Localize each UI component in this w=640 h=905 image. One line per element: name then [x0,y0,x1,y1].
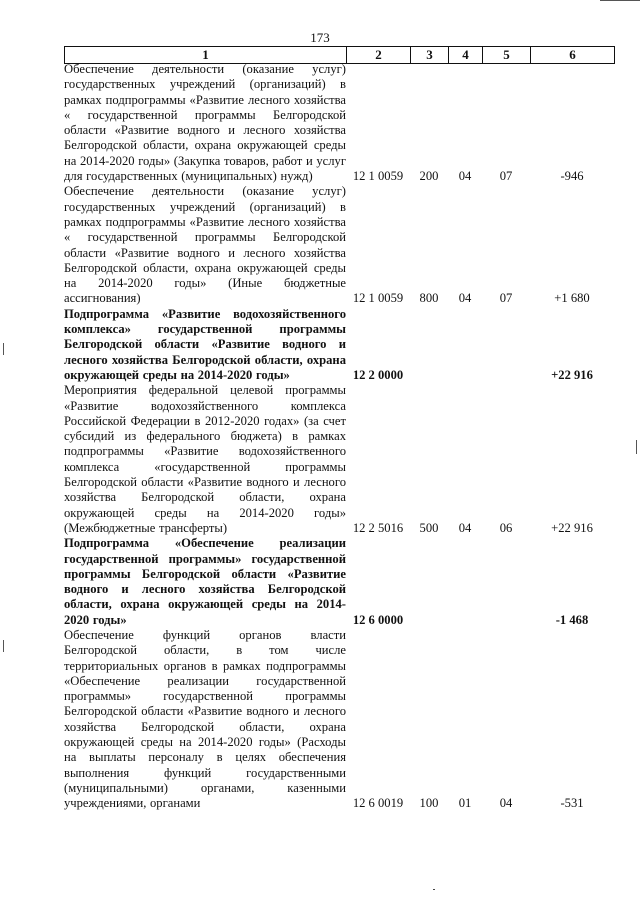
row-expense-type: 100 [419,796,439,811]
row-description: Обеспечение функций органов власти Белгородской области, в том числе территориальных органов в рамках подпрограммы «Обеспечение реализации государственной программы» государственной программы Белгородской области «Развитие водного и лесного хозяйства Белгородской области, охрана окружающей среды на 2014-2020 годы» (Расходы на выплаты персоналу в целях обеспечения выполнения функций государственными (муниципальными) органами, казенными учреждениями, органами [64,627,346,811]
header-col-2: 2 [347,47,411,64]
table-row [64,628,614,812]
row-amount: -1 468 [555,612,589,627]
row-subsection: 07 [499,291,513,306]
table-row-subprogram [64,307,614,383]
row-target-code: 12 2 5016 [352,520,404,535]
table-row-subprogram [64,536,614,628]
header-col-4: 4 [449,47,483,64]
row-section: 04 [458,520,472,535]
budget-rows [64,62,614,812]
scan-edge-mark [3,640,4,652]
scan-edge-mark [3,343,4,355]
row-subsection: 07 [499,169,513,184]
scan-edge-mark [636,440,637,454]
row-target-code: 12 1 0059 [352,291,404,306]
header-col-6: 6 [531,47,615,64]
row-amount: -531 [560,796,584,811]
row-amount: +1 680 [554,291,590,306]
table-row [64,184,614,306]
row-expense-type: 200 [419,169,439,184]
scan-speck [433,889,435,890]
row-expense-type: 500 [419,520,439,535]
row-subsection: 04 [499,796,513,811]
row-section: 04 [458,291,472,306]
row-description: Мероприятия федеральной целевой программы «Развитие водохозяйственного комплекса Российской Федерации в 2012-2020 годах» (за счет субсидий из федерального бюджета) в рамках подпрограммы «Развитие водохозяйственного комплекса «государственной программы Белгородской области «Развитие водного и лесного хозяйства Белгородской области, охрана окружающей среды на 2014-2020 годы» (Межбюджетные трансферты) [64,383,346,535]
scan-edge-mark [600,0,640,1]
row-description: Подпрограмма «Обеспечение реализации государственной программы» государственной программы Белгородской области «Развитие водного и лесного хозяйства Белгородской области, охрана окружающей среды на 2014-2020 годы» [64,536,346,627]
row-target-code: 12 1 0059 [352,169,404,184]
row-amount: +22 916 [551,520,593,535]
row-amount: +22 916 [551,367,593,382]
row-subsection: 06 [499,520,513,535]
row-description: Обеспечение деятельности (оказание услуг) государственных учреждений (организаций) в рамках подпрограммы «Развитие лесного хозяйства « государственной программы Белгородской области «Развитие водного и лесного хозяйства Белгородской области, охрана окружающей среды на 2014-2020 годы» (Закупка товаров, работ и услуг для государственных (муниципальных) нужд) [64,62,346,184]
table-row [64,62,614,184]
header-col-5: 5 [483,47,531,64]
header-col-1: 1 [65,47,347,64]
row-description: Подпрограмма «Развитие водохозяйственного комплекса» государственной программы Белгородской области «Развитие водного и лесного хозяйства Белгородской области, охрана окружающей среды на 2014-2020 годы» [64,306,346,382]
row-expense-type: 800 [419,291,439,306]
row-amount: -946 [560,169,584,184]
row-target-code: 12 6 0019 [352,796,404,811]
row-target-code: 12 2 0000 [352,367,404,382]
column-header-row [65,47,615,64]
header-col-3: 3 [411,47,449,64]
row-target-code: 12 6 0000 [352,612,404,627]
table-row [64,383,614,536]
row-description: Обеспечение деятельности (оказание услуг) государственных учреждений (организаций) в рамках подпрограммы «Развитие лесного хозяйства « государственной программы Белгородской области «Развитие водного и лесного хозяйства Белгородской области, охрана окружающей среды на 2014-2020 годы» (Иные бюджетные ассигнования) [64,184,346,306]
page-number: 173 [310,30,330,45]
row-section: 01 [458,796,472,811]
row-section: 04 [458,169,472,184]
